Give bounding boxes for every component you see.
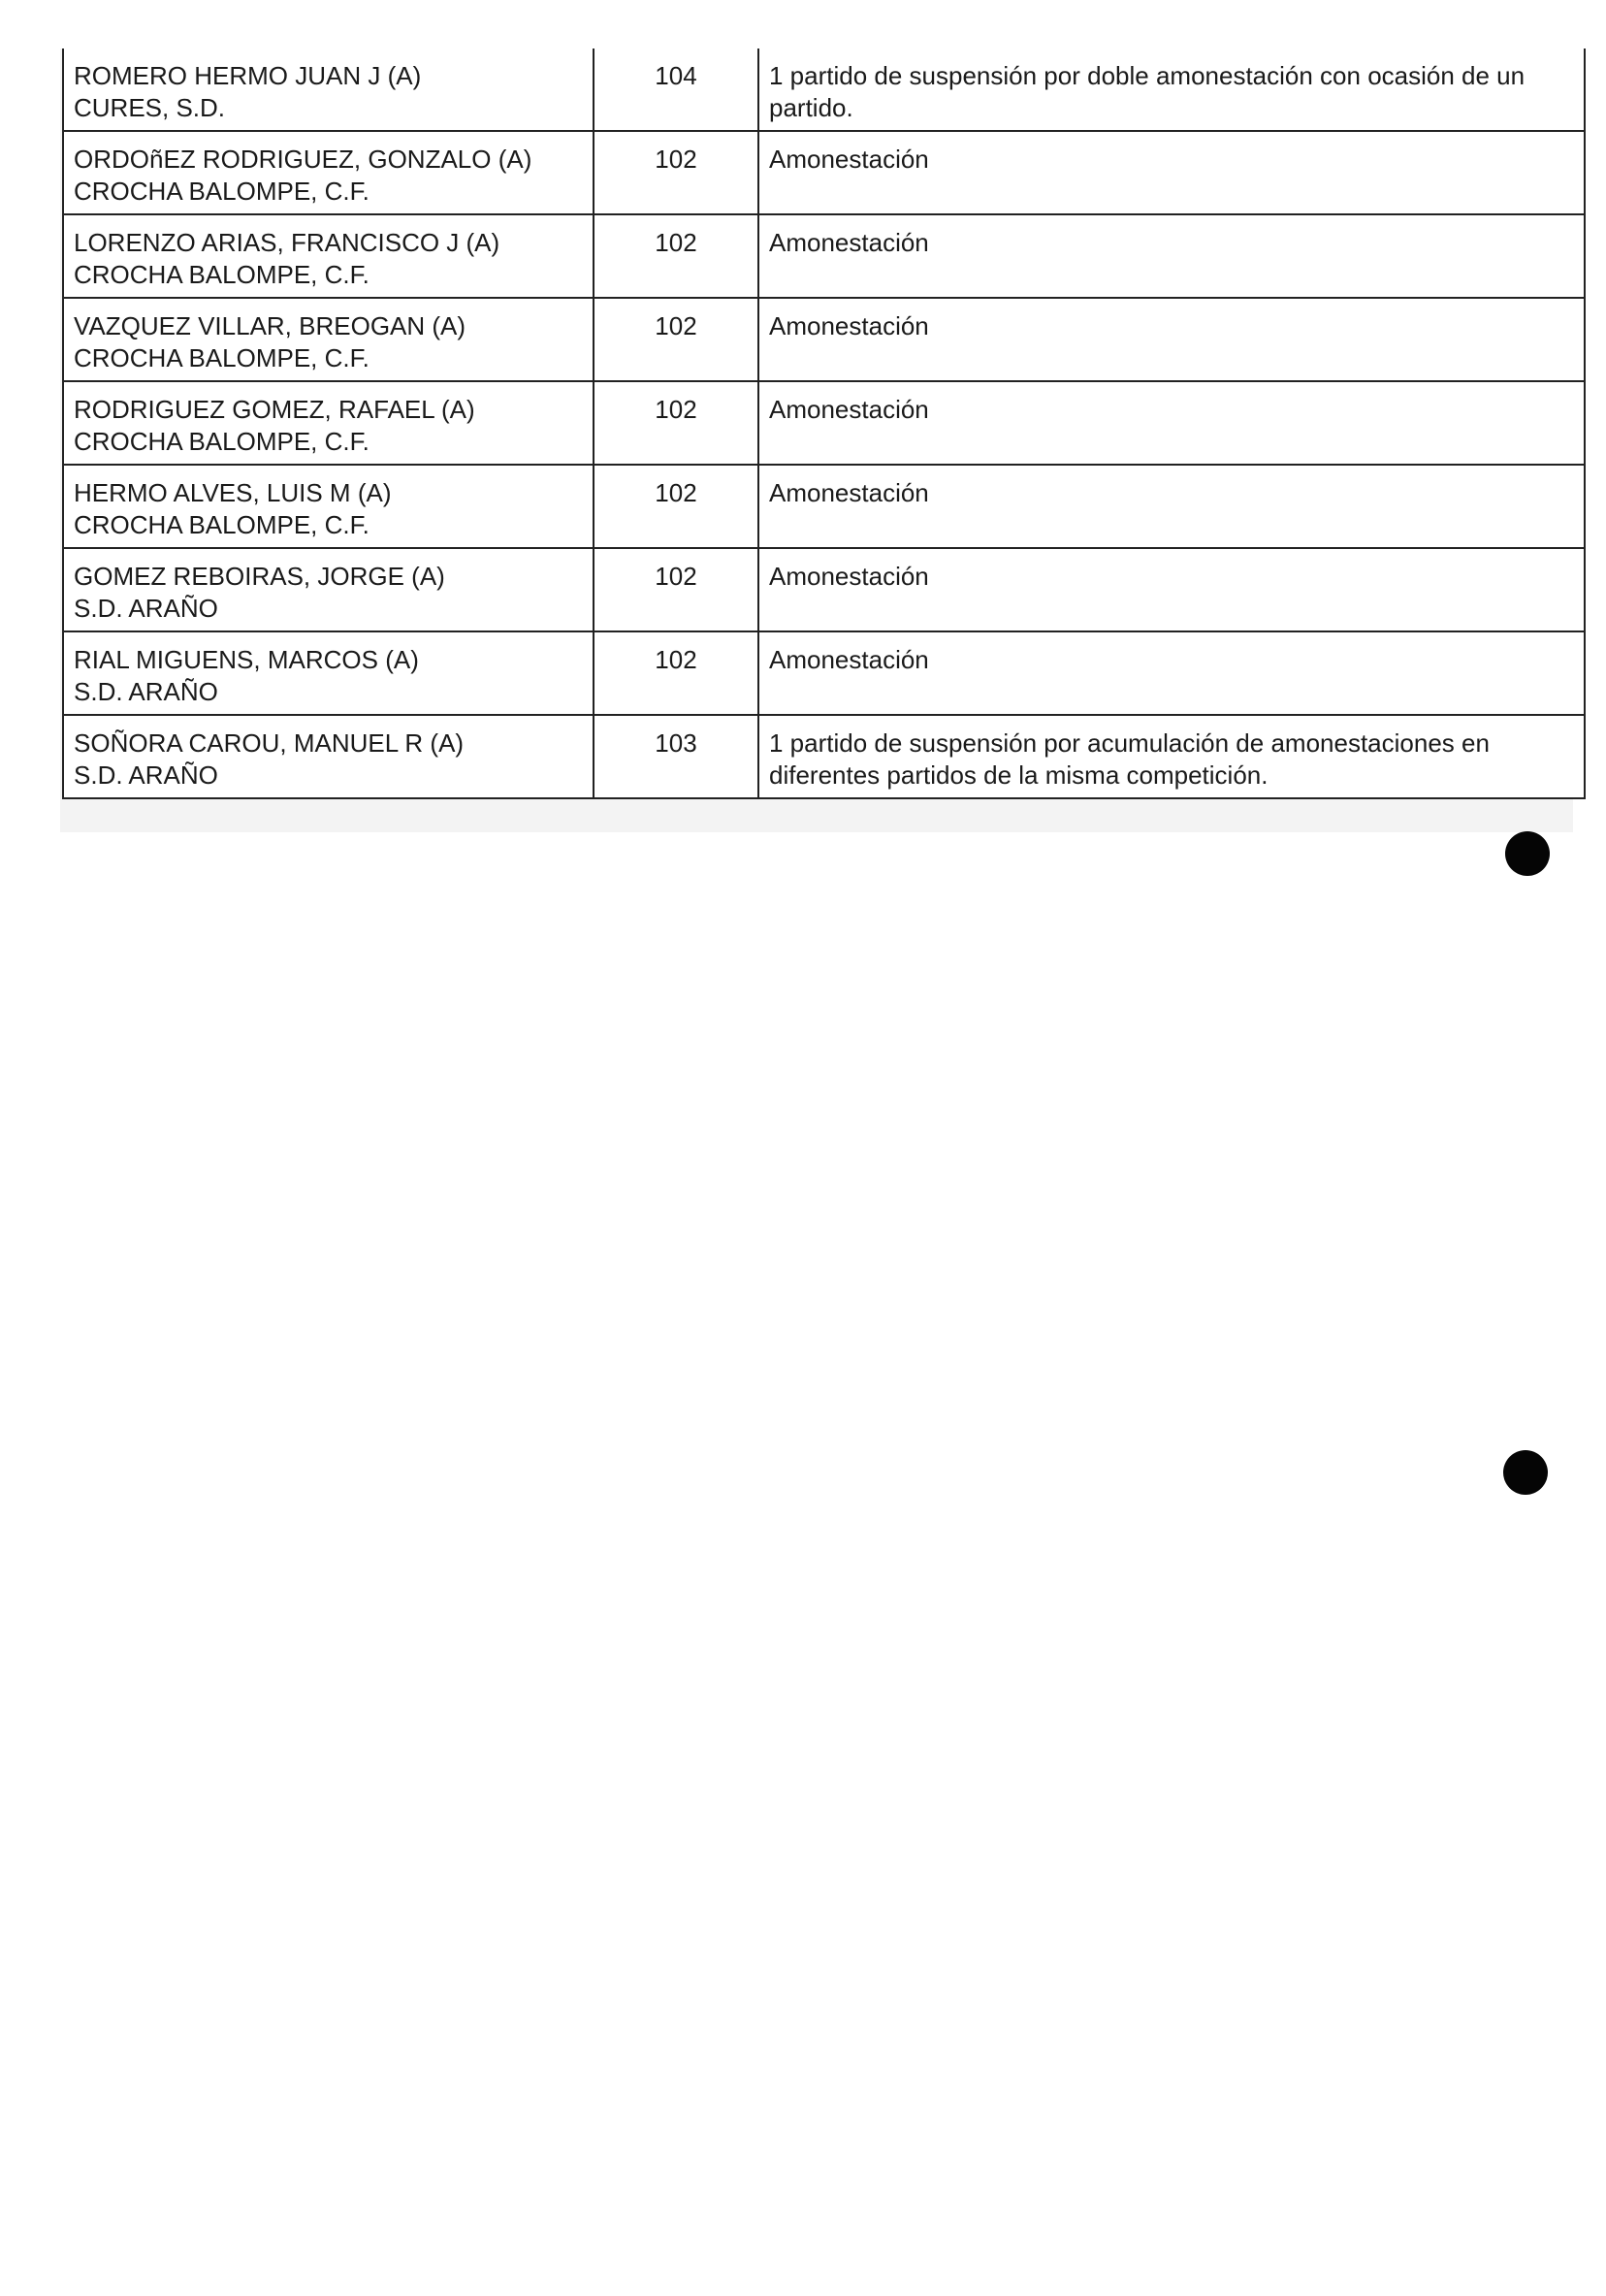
sanction-cell: [758, 548, 1585, 631]
table-row: [63, 548, 1585, 631]
sanction-cell: [758, 214, 1585, 298]
sanction-text: Amonestación: [769, 311, 929, 340]
sanction-code: 104: [594, 49, 758, 131]
player-cell: [63, 214, 594, 298]
player-cell: [63, 465, 594, 548]
table-row: [63, 631, 1585, 715]
club-name: CROCHA BALOMPE, C.F.: [74, 427, 369, 456]
table-row: [63, 214, 1585, 298]
club-name: CROCHA BALOMPE, C.F.: [74, 260, 369, 289]
sanction-code: 102: [594, 548, 758, 631]
punch-hole: [1503, 1450, 1548, 1495]
sanction-code: 102: [594, 298, 758, 381]
player-name: HERMO ALVES, LUIS M (A): [74, 478, 392, 507]
sanction-code: 102: [594, 631, 758, 715]
sanction-text: Amonestación: [769, 645, 929, 674]
sanction-text: Amonestación: [769, 562, 929, 591]
sanctions-table: [62, 49, 1586, 799]
club-name: CURES, S.D.: [74, 93, 226, 122]
sanction-code: 102: [594, 381, 758, 465]
player-name: LORENZO ARIAS, FRANCISCO J (A): [74, 228, 500, 257]
club-name: CROCHA BALOMPE, C.F.: [74, 177, 369, 206]
sanction-code: 103: [594, 715, 758, 798]
sanction-code: 102: [594, 131, 758, 214]
player-cell: [63, 298, 594, 381]
sanction-text: 1 partido de suspensión por doble amonestación con ocasión de un partido.: [769, 61, 1526, 122]
table-row: [63, 49, 1585, 131]
player-name: GOMEZ REBOIRAS, JORGE (A): [74, 562, 445, 591]
player-name: RODRIGUEZ GOMEZ, RAFAEL (A): [74, 395, 475, 424]
sanction-code: 102: [594, 214, 758, 298]
sanction-cell: [758, 131, 1585, 214]
club-name: S.D. ARAÑO: [74, 760, 218, 790]
table-row: [63, 381, 1585, 465]
player-cell: [63, 715, 594, 798]
club-name: S.D. ARAÑO: [74, 594, 218, 623]
sanction-text: Amonestación: [769, 145, 929, 174]
player-cell: [63, 49, 594, 131]
sanction-code: 102: [594, 465, 758, 548]
sanction-text: Amonestación: [769, 478, 929, 507]
sanction-cell: [758, 631, 1585, 715]
table-row: [63, 715, 1585, 798]
sanction-cell: [758, 49, 1585, 131]
player-name: ROMERO HERMO JUAN J (A): [74, 61, 422, 90]
player-cell: [63, 548, 594, 631]
club-name: CROCHA BALOMPE, C.F.: [74, 510, 369, 539]
player-name: SOÑORA CAROU, MANUEL R (A): [74, 728, 465, 758]
sanction-cell: [758, 298, 1585, 381]
sanction-cell: [758, 715, 1585, 798]
player-cell: [63, 131, 594, 214]
player-name: ORDOñEZ RODRIGUEZ, GONZALO (A): [74, 145, 532, 174]
sanction-cell: [758, 465, 1585, 548]
player-cell: [63, 631, 594, 715]
punch-hole: [1505, 831, 1550, 876]
table-row: [63, 465, 1585, 548]
sanction-text: Amonestación: [769, 395, 929, 424]
player-name: VAZQUEZ VILLAR, BREOGAN (A): [74, 311, 466, 340]
table-row: [63, 131, 1585, 214]
club-name: S.D. ARAÑO: [74, 677, 218, 706]
club-name: CROCHA BALOMPE, C.F.: [74, 343, 369, 372]
sanction-text: Amonestación: [769, 228, 929, 257]
table-row: [63, 298, 1585, 381]
player-cell: [63, 381, 594, 465]
player-name: RIAL MIGUENS, MARCOS (A): [74, 645, 419, 674]
sanction-text: 1 partido de suspensión por acumulación de amonestaciones en diferentes partidos de la misma competición.: [769, 728, 1490, 790]
sanction-cell: [758, 381, 1585, 465]
